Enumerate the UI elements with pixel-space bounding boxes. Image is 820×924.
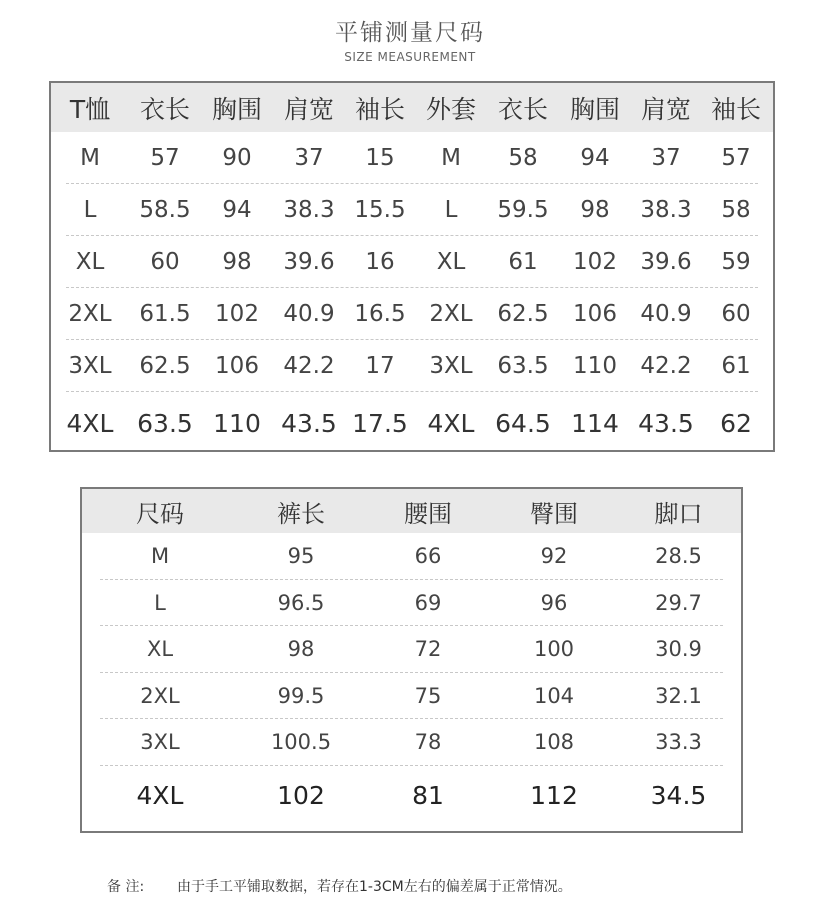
page-subtitle: SIZE MEASUREMENT <box>344 50 476 64</box>
table-cell: 3XL <box>140 730 180 755</box>
table-cell: 4XL <box>66 408 114 438</box>
table-cell: 2XL <box>140 683 180 708</box>
table-cell: 29.7 <box>655 590 702 615</box>
table-cell: 98 <box>287 637 315 662</box>
table-cell: 58 <box>508 145 538 171</box>
header-cell: 衣长 <box>497 94 548 124</box>
table-cell: 60 <box>150 249 180 275</box>
table-row <box>51 184 773 236</box>
table-cell: 81 <box>412 781 444 810</box>
table-cell: 59.5 <box>497 197 549 223</box>
table-cell: 42.2 <box>640 353 692 379</box>
table-cell: M <box>150 544 170 569</box>
table-row <box>82 673 741 720</box>
table-row <box>82 766 741 826</box>
table-cell: L <box>444 197 458 223</box>
table-cell: 39.6 <box>283 249 335 275</box>
table-cell: 63.5 <box>137 408 193 438</box>
header-cell: 腰围 <box>404 499 452 528</box>
table-cell: 92 <box>540 544 568 569</box>
header-cell: 裤长 <box>277 499 325 528</box>
header-cell: 袖长 <box>710 94 761 124</box>
table-cell: 102 <box>215 301 259 327</box>
table-cell: 96 <box>540 590 568 615</box>
table-cell: 110 <box>213 408 261 438</box>
header-cell: 袖长 <box>354 94 405 124</box>
table-cell: L <box>83 197 97 223</box>
header-cell: 胸围 <box>569 94 620 124</box>
table-cell: 98 <box>222 249 252 275</box>
header-cell: T恤 <box>69 94 111 124</box>
table-cell: 62.5 <box>139 353 191 379</box>
table-cell: 90 <box>222 145 252 171</box>
table-cell: L <box>154 590 166 615</box>
table-cell: 3XL <box>429 353 473 379</box>
table-cell: 38.3 <box>283 197 335 223</box>
table-cell: 39.6 <box>640 249 692 275</box>
table-cell: 61.5 <box>139 301 191 327</box>
table-cell: 40.9 <box>640 301 692 327</box>
footnote-text: 由于手工平铺取数据，若存在1-3CM左右的偏差属于正常情况。 <box>177 879 572 895</box>
table-row <box>51 392 773 454</box>
table-cell: 98 <box>580 197 610 223</box>
table-cell: 32.1 <box>655 683 702 708</box>
table-cell: 94 <box>222 197 252 223</box>
header-cell: 肩宽 <box>640 94 691 124</box>
table-cell: 102 <box>277 781 325 810</box>
table-row <box>82 580 741 627</box>
table-cell: 15 <box>365 145 395 171</box>
bottom-table-header <box>82 489 741 533</box>
table-row <box>82 719 741 766</box>
table-cell: 57 <box>150 145 180 171</box>
table-cell: 72 <box>414 637 442 662</box>
table-cell: M <box>80 145 100 171</box>
table-cell: 63.5 <box>497 353 549 379</box>
table-cell: XL <box>146 637 174 662</box>
table-cell: 95 <box>287 544 315 569</box>
table-cell: 4XL <box>136 781 184 810</box>
bottom-size-table <box>80 487 743 833</box>
table-row <box>51 236 773 288</box>
table-cell: 37 <box>294 145 324 171</box>
table-cell: 38.3 <box>640 197 692 223</box>
table-cell: 61 <box>508 249 538 275</box>
table-cell: 59 <box>721 249 751 275</box>
top-table-header <box>51 83 773 132</box>
table-cell: 33.3 <box>655 730 702 755</box>
header-cell: 脚口 <box>654 499 703 528</box>
table-cell: 100.5 <box>270 730 332 755</box>
table-cell: 94 <box>580 145 610 171</box>
table-cell: 43.5 <box>638 408 694 438</box>
table-cell: 110 <box>573 353 617 379</box>
table-cell: XL <box>436 249 466 275</box>
table-cell: 42.2 <box>283 353 335 379</box>
table-cell: 58.5 <box>139 197 191 223</box>
page-title: 平铺测量尺码 <box>335 20 485 46</box>
table-cell: 17 <box>365 353 395 379</box>
table-cell: 28.5 <box>655 544 702 569</box>
table-cell: 30.9 <box>655 637 702 662</box>
footnote-label: 备 注: <box>107 879 145 895</box>
table-cell: M <box>441 145 461 171</box>
header-cell: 尺码 <box>136 499 184 528</box>
table-cell: 114 <box>571 408 619 438</box>
table-cell: 64.5 <box>495 408 551 438</box>
table-cell: 15.5 <box>354 197 406 223</box>
header-cell: 胸围 <box>211 94 262 124</box>
table-cell: 75 <box>414 683 442 708</box>
table-cell: 34.5 <box>650 781 707 810</box>
table-cell: 16 <box>365 249 395 275</box>
table-cell: 112 <box>530 781 578 810</box>
table-cell: 69 <box>414 590 442 615</box>
table-cell: 100 <box>533 637 575 662</box>
table-cell: 60 <box>721 301 751 327</box>
table-cell: 99.5 <box>277 683 325 708</box>
table-cell: 16.5 <box>354 301 406 327</box>
table-cell: 106 <box>215 353 259 379</box>
table-cell: 96.5 <box>277 590 325 615</box>
table-cell: 17.5 <box>352 408 408 438</box>
table-row <box>51 340 773 392</box>
table-cell: 66 <box>414 544 442 569</box>
table-cell: 4XL <box>427 408 475 438</box>
table-cell: 2XL <box>429 301 473 327</box>
header-cell: 外套 <box>425 94 476 124</box>
table-cell: 58 <box>721 197 751 223</box>
header-cell: 肩宽 <box>283 94 334 124</box>
table-cell: 104 <box>533 683 575 708</box>
footnote <box>107 876 572 896</box>
table-cell: XL <box>75 249 105 275</box>
table-row <box>51 132 773 184</box>
table-row <box>82 533 741 580</box>
table-cell: 62 <box>720 408 752 438</box>
header-cell: 衣长 <box>139 94 190 124</box>
table-cell: 106 <box>573 301 617 327</box>
table-cell: 62.5 <box>497 301 549 327</box>
top-size-table <box>49 81 775 452</box>
table-row <box>82 626 741 673</box>
table-cell: 40.9 <box>283 301 335 327</box>
table-cell: 61 <box>721 353 751 379</box>
table-row <box>51 288 773 340</box>
table-cell: 3XL <box>68 353 112 379</box>
table-cell: 78 <box>414 730 442 755</box>
header-cell: 臀围 <box>530 499 578 528</box>
table-cell: 37 <box>651 145 681 171</box>
table-cell: 102 <box>573 249 617 275</box>
table-cell: 43.5 <box>281 408 337 438</box>
table-cell: 57 <box>721 145 751 171</box>
table-cell: 108 <box>533 730 575 755</box>
table-cell: 2XL <box>68 301 112 327</box>
